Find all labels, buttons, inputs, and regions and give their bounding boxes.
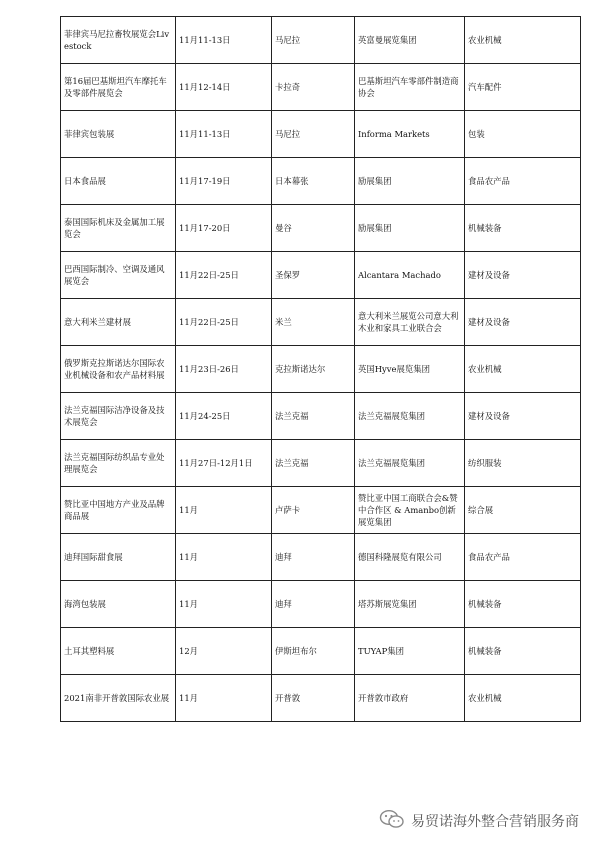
organizer-cell: 励展集团 (355, 205, 465, 252)
date-cell: 11月24-25日 (176, 393, 272, 440)
date-cell: 11月 (176, 487, 272, 534)
organizer-cell: 塔苏斯展览集团 (355, 581, 465, 628)
wechat-icon (379, 809, 405, 833)
exhibition-name-cell: 菲律宾马尼拉畜牧展览会Livestock (61, 17, 176, 64)
city-cell: 卢萨卡 (272, 487, 355, 534)
exhibition-name-cell: 法兰克福国际纺织品专业处理展览会 (61, 440, 176, 487)
city-cell: 克拉斯诺达尔 (272, 346, 355, 393)
city-cell: 法兰克福 (272, 393, 355, 440)
organizer-cell: 意大利米兰展览公司意大利木业和家具工业联合会 (355, 299, 465, 346)
city-cell: 迪拜 (272, 581, 355, 628)
industry-cell: 食品农产品 (465, 158, 581, 205)
exhibition-name-cell: 意大利米兰建材展 (61, 299, 176, 346)
city-cell: 日本幕张 (272, 158, 355, 205)
table-row (61, 64, 581, 111)
date-cell: 11月 (176, 534, 272, 581)
table-row (61, 158, 581, 205)
city-cell: 马尼拉 (272, 17, 355, 64)
exhibition-name-cell: 2021南非开普敦国际农业展 (61, 675, 176, 722)
city-cell: 开普敦 (272, 675, 355, 722)
table-row (61, 299, 581, 346)
date-cell: 11月11-13日 (176, 17, 272, 64)
city-cell: 曼谷 (272, 205, 355, 252)
exhibition-name-cell: 法兰克福国际洁净设备及技术展览会 (61, 393, 176, 440)
exhibition-name-cell: 泰国国际机床及金属加工展览会 (61, 205, 176, 252)
date-cell: 11月27日-12月1日 (176, 440, 272, 487)
table-row (61, 17, 581, 64)
industry-cell: 机械装备 (465, 628, 581, 675)
organizer-cell: 法兰克福展览集团 (355, 440, 465, 487)
date-cell: 11月17-20日 (176, 205, 272, 252)
exhibition-table (60, 16, 581, 722)
table-row (61, 628, 581, 675)
exhibition-name-cell: 巴西国际制冷、空调及通风展览会 (61, 252, 176, 299)
organizer-cell: Informa Markets (355, 111, 465, 158)
table-row (61, 111, 581, 158)
exhibition-name-cell: 土耳其塑料展 (61, 628, 176, 675)
industry-cell: 机械装备 (465, 205, 581, 252)
industry-cell: 建材及设备 (465, 299, 581, 346)
table-row (61, 440, 581, 487)
organizer-cell: 法兰克福展览集团 (355, 393, 465, 440)
organizer-cell: 德国科隆展览有限公司 (355, 534, 465, 581)
exhibition-name-cell: 俄罗斯克拉斯诺达尔国际农业机械设备和农产品材料展 (61, 346, 176, 393)
table-row (61, 534, 581, 581)
table-row (61, 346, 581, 393)
exhibition-name-cell: 海湾包装展 (61, 581, 176, 628)
date-cell: 11月22日-25日 (176, 252, 272, 299)
organizer-cell: Alcantara Machado (355, 252, 465, 299)
date-cell: 11月11-13日 (176, 111, 272, 158)
table-row (61, 487, 581, 534)
organizer-cell: 赞比亚中国工商联合会&赞中合作区 & Amanbo创新展览集团 (355, 487, 465, 534)
table-row (61, 252, 581, 299)
industry-cell: 建材及设备 (465, 252, 581, 299)
date-cell: 11月17-19日 (176, 158, 272, 205)
industry-cell: 综合展 (465, 487, 581, 534)
organizer-cell: 巴基斯坦汽车零部件制造商协会 (355, 64, 465, 111)
industry-cell: 汽车配件 (465, 64, 581, 111)
exhibition-name-cell: 赞比亚中国地方产业及品牌商品展 (61, 487, 176, 534)
industry-cell: 农业机械 (465, 675, 581, 722)
table-row (61, 205, 581, 252)
industry-cell: 机械装备 (465, 581, 581, 628)
city-cell: 卡拉奇 (272, 64, 355, 111)
city-cell: 迪拜 (272, 534, 355, 581)
exhibition-name-cell: 第16届巴基斯坦汽车摩托车及零部件展览会 (61, 64, 176, 111)
date-cell: 11月22日-25日 (176, 299, 272, 346)
exhibition-name-cell: 迪拜国际甜食展 (61, 534, 176, 581)
date-cell: 11月23日-26日 (176, 346, 272, 393)
industry-cell: 农业机械 (465, 17, 581, 64)
date-cell: 11月12-14日 (176, 64, 272, 111)
watermark-text: 易贸诺海外整合营销服务商 (411, 814, 579, 830)
date-cell: 12月 (176, 628, 272, 675)
organizer-cell: TUYAP集团 (355, 628, 465, 675)
city-cell: 法兰克福 (272, 440, 355, 487)
date-cell: 11月 (176, 675, 272, 722)
exhibition-name-cell: 菲律宾包装展 (61, 111, 176, 158)
industry-cell: 纺织服装 (465, 440, 581, 487)
organizer-cell: 英国Hyve展览集团 (355, 346, 465, 393)
table-body (61, 17, 581, 722)
industry-cell: 食品农产品 (465, 534, 581, 581)
city-cell: 马尼拉 (272, 111, 355, 158)
organizer-cell: 开普敦市政府 (355, 675, 465, 722)
table-row (61, 393, 581, 440)
date-cell: 11月 (176, 581, 272, 628)
table-row (61, 581, 581, 628)
industry-cell: 包装 (465, 111, 581, 158)
table-row (61, 675, 581, 722)
industry-cell: 农业机械 (465, 346, 581, 393)
industry-cell: 建材及设备 (465, 393, 581, 440)
city-cell: 伊斯坦布尔 (272, 628, 355, 675)
city-cell: 米兰 (272, 299, 355, 346)
organizer-cell: 励展集团 (355, 158, 465, 205)
footer-watermark (379, 809, 579, 833)
exhibition-name-cell: 日本食品展 (61, 158, 176, 205)
organizer-cell: 英富曼展览集团 (355, 17, 465, 64)
city-cell: 圣保罗 (272, 252, 355, 299)
